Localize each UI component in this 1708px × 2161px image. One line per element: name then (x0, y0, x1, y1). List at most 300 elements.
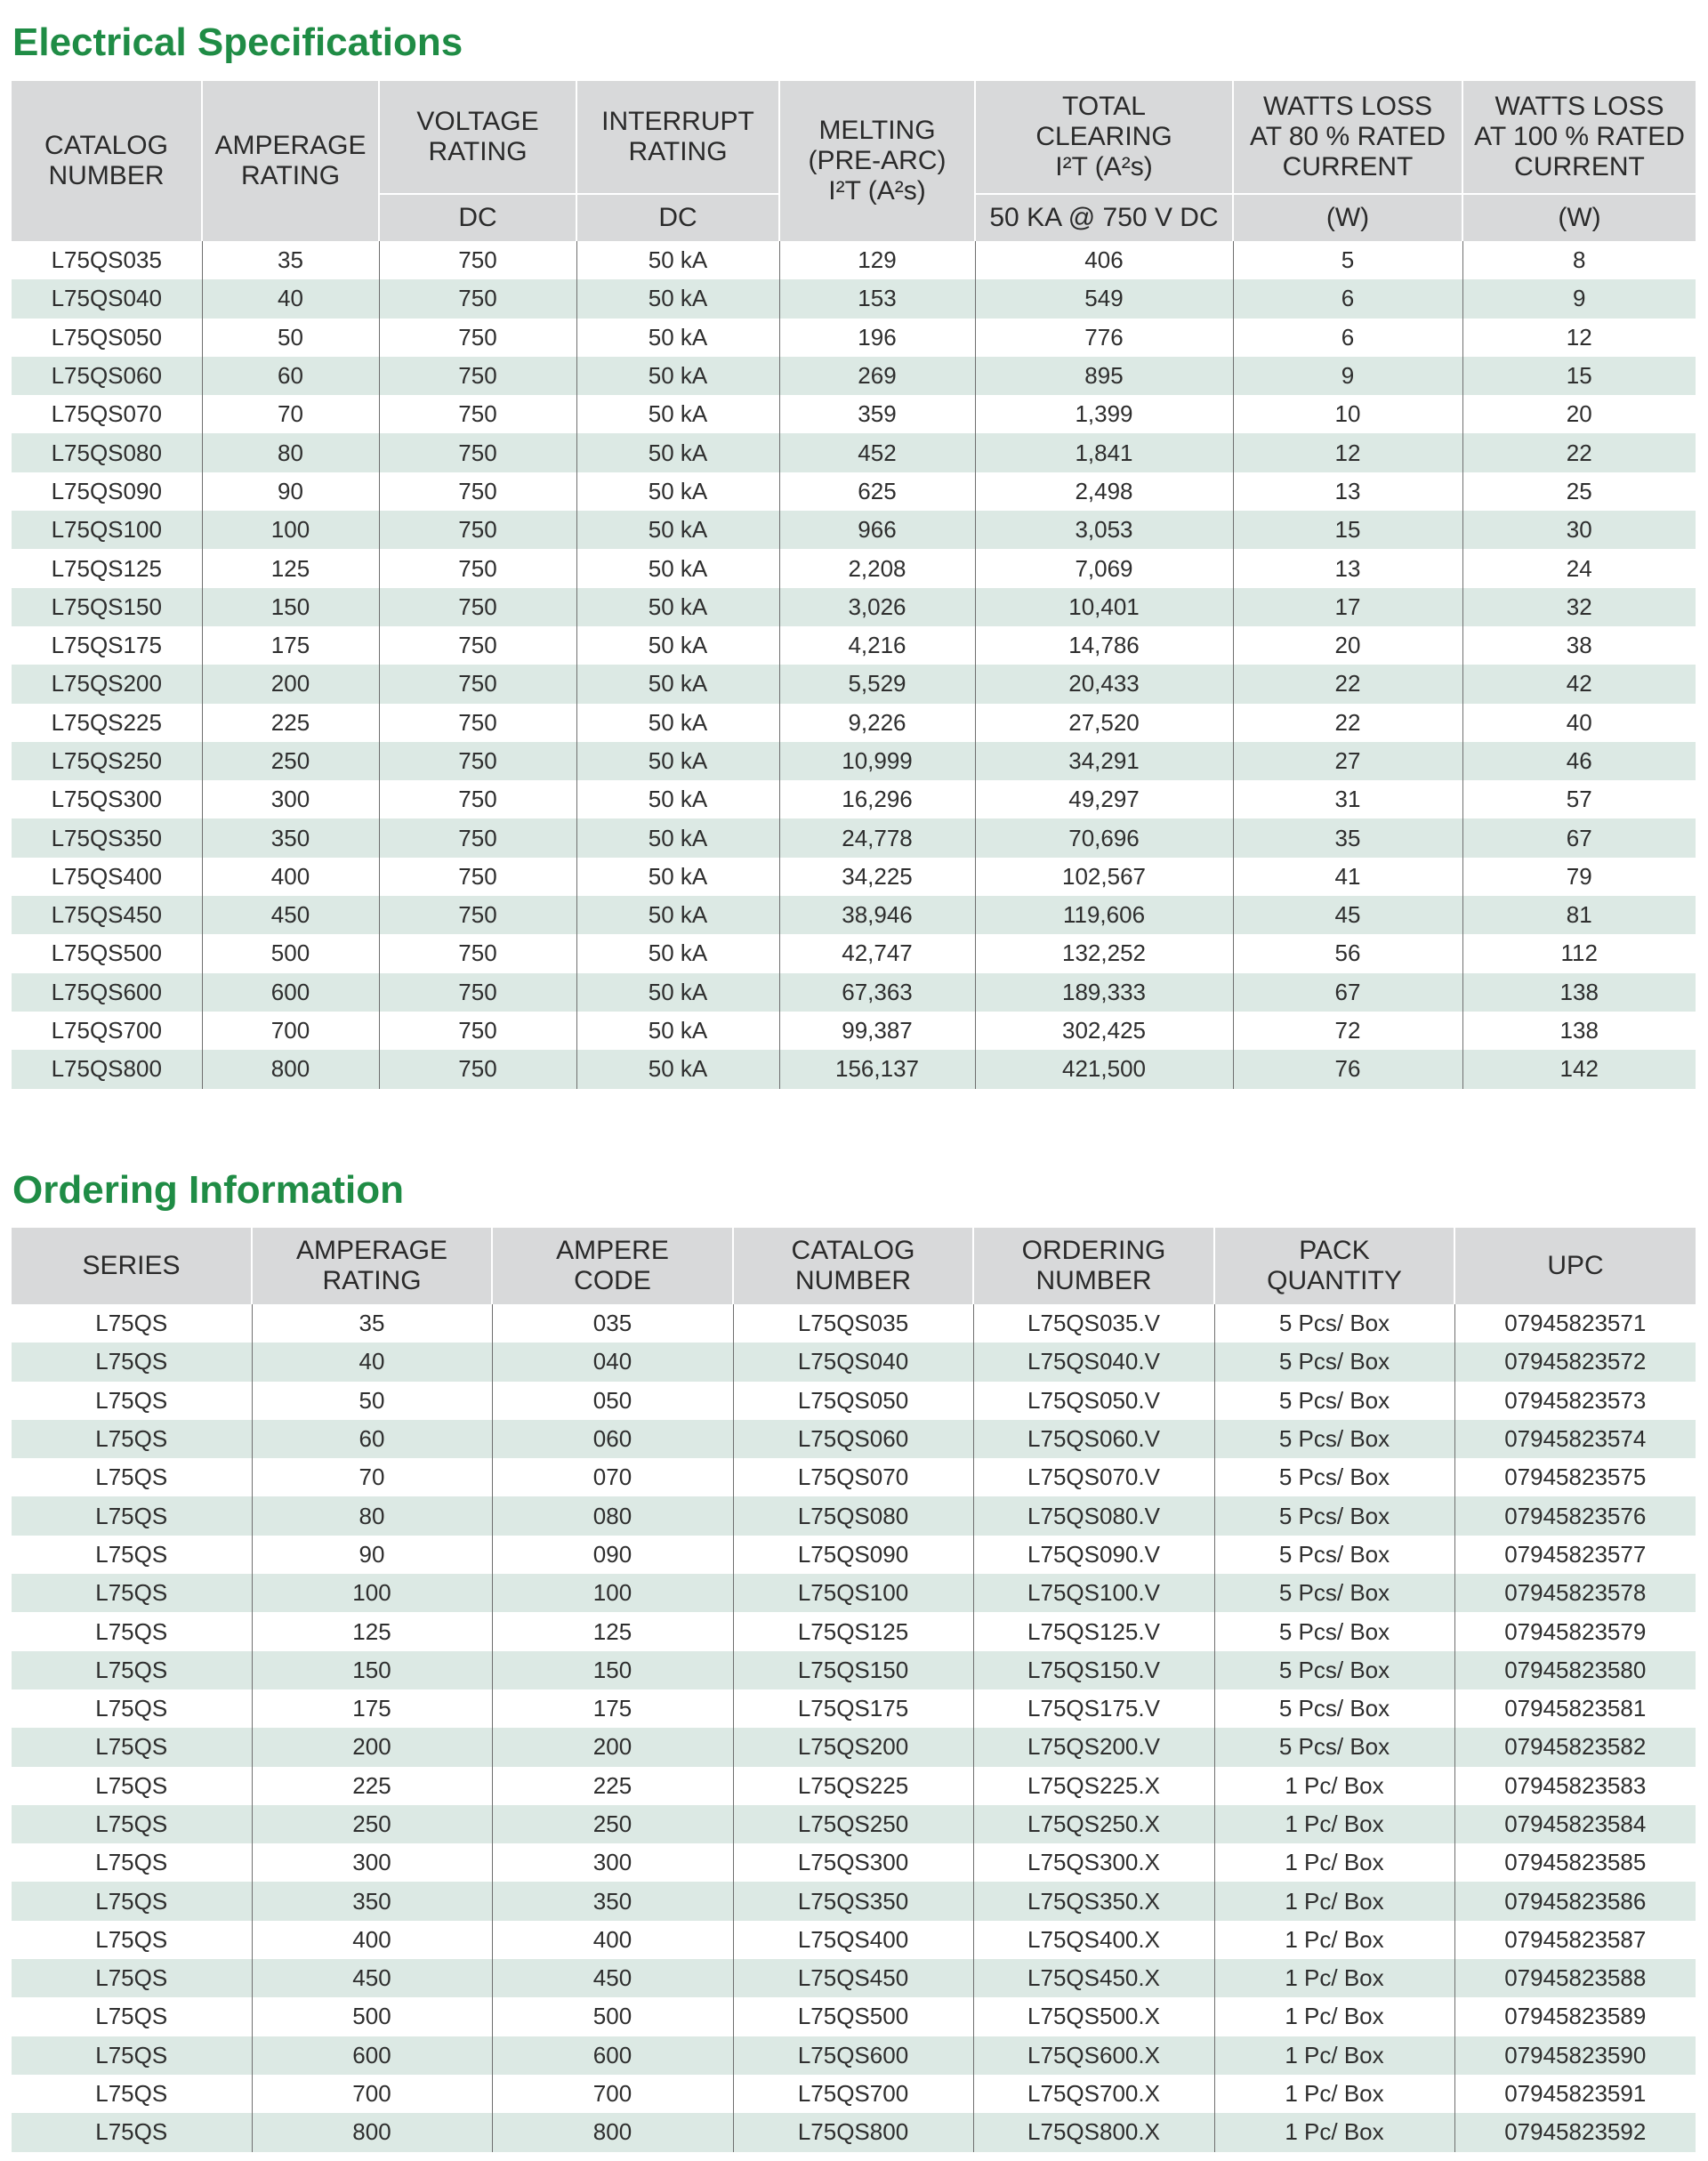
ordering-number-cell: L75QS080.V (973, 1496, 1214, 1535)
interrupt-rating-cell: 50 kA (576, 818, 779, 857)
table-row (12, 472, 1696, 511)
ordering-number-cell: L75QS175.V (973, 1689, 1214, 1728)
watts-loss-100-cell: 79 (1462, 858, 1696, 896)
amperage-rating-cell: 70 (252, 1458, 492, 1496)
amperage-rating-cell: 350 (252, 1882, 492, 1920)
table-row (12, 1458, 1696, 1496)
pack-quantity-cell: 5 Pcs/ Box (1214, 1458, 1454, 1496)
voltage-rating-cell: 750 (379, 433, 576, 472)
amperage-rating-cell: 125 (252, 1612, 492, 1650)
melting-i2t-cell: 452 (779, 433, 975, 472)
upc-cell: 07945823579 (1454, 1612, 1696, 1650)
table-row (12, 704, 1696, 742)
melting-i2t-cell: 153 (779, 279, 975, 318)
ordering-number-cell: L75QS450.X (973, 1959, 1214, 1997)
watts-loss-80-cell: 15 (1233, 511, 1462, 549)
interrupt-rating-cell: 50 kA (576, 665, 779, 703)
header-melting-i2t: MELTING (PRE-ARC) I²T (A²s) (779, 81, 975, 241)
amperage-rating-cell: 600 (252, 2036, 492, 2075)
table-row (12, 1959, 1696, 1997)
voltage-rating-cell: 750 (379, 319, 576, 357)
catalog-number-cell: L75QS225 (12, 704, 202, 742)
pack-quantity-cell: 5 Pcs/ Box (1214, 1612, 1454, 1650)
watts-loss-80-cell: 35 (1233, 818, 1462, 857)
catalog-number-cell: L75QS300 (12, 780, 202, 818)
interrupt-rating-cell: 50 kA (576, 588, 779, 626)
ordering-information-body (12, 1304, 1696, 2152)
upc-cell: 07945823576 (1454, 1496, 1696, 1535)
watts-loss-80-cell: 22 (1233, 665, 1462, 703)
table-row (12, 549, 1696, 587)
watts-loss-80-cell: 17 (1233, 588, 1462, 626)
total-clearing-i2t-cell: 102,567 (975, 858, 1233, 896)
upc-cell: 07945823584 (1454, 1805, 1696, 1843)
upc-cell: 07945823582 (1454, 1728, 1696, 1766)
upc-cell: 07945823574 (1454, 1420, 1696, 1458)
ordering-number-cell: L75QS500.X (973, 1997, 1214, 2036)
upc-cell: 07945823589 (1454, 1997, 1696, 2036)
voltage-rating-cell: 750 (379, 395, 576, 433)
watts-loss-100-cell: 142 (1462, 1050, 1696, 1088)
table-row (12, 1997, 1696, 2036)
catalog-number-cell: L75QS125 (12, 549, 202, 587)
table-row (12, 1843, 1696, 1882)
ampere-code-cell: 225 (492, 1767, 733, 1805)
header-amperage-rating: AMPERAGE RATING (202, 81, 379, 241)
watts-loss-100-cell: 112 (1462, 934, 1696, 972)
ordering-number-cell: L75QS150.V (973, 1651, 1214, 1689)
table-row (12, 588, 1696, 626)
header-pack-quantity: PACK QUANTITY (1214, 1228, 1454, 1304)
table-row (12, 1382, 1696, 1420)
catalog-number-cell: L75QS060 (733, 1420, 973, 1458)
ampere-code-cell: 100 (492, 1574, 733, 1612)
ampere-code-cell: 035 (492, 1304, 733, 1343)
table-row (12, 1012, 1696, 1050)
melting-i2t-cell: 16,296 (779, 780, 975, 818)
ampere-code-cell: 500 (492, 1997, 733, 2036)
voltage-rating-cell: 750 (379, 818, 576, 857)
melting-i2t-cell: 38,946 (779, 896, 975, 934)
voltage-rating-cell: 750 (379, 1012, 576, 1050)
table-row (12, 1496, 1696, 1535)
header-watts-loss-100: WATTS LOSS AT 100 % RATED CURRENT (1462, 81, 1696, 194)
catalog-number-cell: L75QS150 (12, 588, 202, 626)
total-clearing-i2t-cell: 119,606 (975, 896, 1233, 934)
ordering-number-cell: L75QS050.V (973, 1382, 1214, 1420)
catalog-number-cell: L75QS250 (733, 1805, 973, 1843)
ampere-code-cell: 800 (492, 2113, 733, 2151)
voltage-rating-cell: 750 (379, 780, 576, 818)
interrupt-rating-cell: 50 kA (576, 896, 779, 934)
amperage-rating-cell: 35 (252, 1304, 492, 1343)
voltage-rating-cell: 750 (379, 511, 576, 549)
watts-loss-100-cell: 15 (1462, 357, 1696, 395)
melting-i2t-cell: 4,216 (779, 626, 975, 665)
watts-loss-100-cell: 24 (1462, 549, 1696, 587)
interrupt-rating-cell: 50 kA (576, 472, 779, 511)
melting-i2t-cell: 156,137 (779, 1050, 975, 1088)
series-cell: L75QS (12, 1304, 252, 1343)
amperage-rating-cell: 450 (202, 896, 379, 934)
catalog-number-cell: L75QS700 (12, 1012, 202, 1050)
amperage-rating-cell: 700 (252, 2075, 492, 2113)
upc-cell: 07945823590 (1454, 2036, 1696, 2075)
table-row (12, 433, 1696, 472)
amperage-rating-cell: 50 (202, 319, 379, 357)
watts-loss-100-cell: 38 (1462, 626, 1696, 665)
ordering-number-cell: L75QS700.X (973, 2075, 1214, 2113)
catalog-number-cell: L75QS350 (12, 818, 202, 857)
subheader-watts-80-unit: (W) (1233, 194, 1462, 241)
voltage-rating-cell: 750 (379, 896, 576, 934)
amperage-rating-cell: 350 (202, 818, 379, 857)
ampere-code-cell: 090 (492, 1536, 733, 1574)
amperage-rating-cell: 60 (252, 1420, 492, 1458)
catalog-number-cell: L75QS200 (733, 1728, 973, 1766)
table-row (12, 626, 1696, 665)
ordering-number-cell: L75QS200.V (973, 1728, 1214, 1766)
interrupt-rating-cell: 50 kA (576, 279, 779, 318)
pack-quantity-cell: 5 Pcs/ Box (1214, 1382, 1454, 1420)
interrupt-rating-cell: 50 kA (576, 433, 779, 472)
amperage-rating-cell: 800 (252, 2113, 492, 2151)
amperage-rating-cell: 400 (252, 1921, 492, 1959)
voltage-rating-cell: 750 (379, 665, 576, 703)
watts-loss-80-cell: 22 (1233, 704, 1462, 742)
catalog-number-cell: L75QS040 (12, 279, 202, 318)
ampere-code-cell: 700 (492, 2075, 733, 2113)
interrupt-rating-cell: 50 kA (576, 626, 779, 665)
catalog-number-cell: L75QS250 (12, 742, 202, 780)
watts-loss-100-cell: 46 (1462, 742, 1696, 780)
header-ampere-code: AMPERE CODE (492, 1228, 733, 1304)
table-row (12, 973, 1696, 1012)
table-row (12, 1805, 1696, 1843)
watts-loss-80-cell: 6 (1233, 319, 1462, 357)
series-cell: L75QS (12, 1959, 252, 1997)
total-clearing-i2t-cell: 27,520 (975, 704, 1233, 742)
voltage-rating-cell: 750 (379, 973, 576, 1012)
catalog-number-cell: L75QS150 (733, 1651, 973, 1689)
pack-quantity-cell: 5 Pcs/ Box (1214, 1343, 1454, 1381)
upc-cell: 07945823577 (1454, 1536, 1696, 1574)
table-row (12, 1574, 1696, 1612)
interrupt-rating-cell: 50 kA (576, 934, 779, 972)
interrupt-rating-cell: 50 kA (576, 319, 779, 357)
catalog-number-cell: L75QS300 (733, 1843, 973, 1882)
catalog-number-cell: L75QS450 (733, 1959, 973, 1997)
watts-loss-80-cell: 56 (1233, 934, 1462, 972)
melting-i2t-cell: 269 (779, 357, 975, 395)
amperage-rating-cell: 175 (202, 626, 379, 665)
upc-cell: 07945823571 (1454, 1304, 1696, 1343)
header-interrupt-rating: INTERRUPT RATING (576, 81, 779, 194)
watts-loss-100-cell: 42 (1462, 665, 1696, 703)
table-row (12, 2036, 1696, 2075)
melting-i2t-cell: 24,778 (779, 818, 975, 857)
catalog-number-cell: L75QS600 (733, 2036, 973, 2075)
catalog-number-cell: L75QS050 (733, 1382, 973, 1420)
watts-loss-100-cell: 32 (1462, 588, 1696, 626)
table-row (12, 1728, 1696, 1766)
melting-i2t-cell: 5,529 (779, 665, 975, 703)
melting-i2t-cell: 10,999 (779, 742, 975, 780)
pack-quantity-cell: 5 Pcs/ Box (1214, 1651, 1454, 1689)
amperage-rating-cell: 100 (252, 1574, 492, 1612)
upc-cell: 07945823573 (1454, 1382, 1696, 1420)
series-cell: L75QS (12, 1882, 252, 1920)
melting-i2t-cell: 3,026 (779, 588, 975, 626)
subheader-watts-100-unit: (W) (1462, 194, 1696, 241)
amperage-rating-cell: 90 (202, 472, 379, 511)
series-cell: L75QS (12, 1343, 252, 1381)
upc-cell: 07945823586 (1454, 1882, 1696, 1920)
ampere-code-cell: 600 (492, 2036, 733, 2075)
ampere-code-cell: 125 (492, 1612, 733, 1650)
catalog-number-cell: L75QS090 (12, 472, 202, 511)
series-cell: L75QS (12, 1382, 252, 1420)
watts-loss-100-cell: 20 (1462, 395, 1696, 433)
header-ordering-number: ORDERING NUMBER (973, 1228, 1214, 1304)
header-catalog-number: CATALOG NUMBER (12, 81, 202, 241)
upc-cell: 07945823581 (1454, 1689, 1696, 1728)
ampere-code-cell: 150 (492, 1651, 733, 1689)
pack-quantity-cell: 1 Pc/ Box (1214, 1882, 1454, 1920)
ordering-number-cell: L75QS040.V (973, 1343, 1214, 1381)
voltage-rating-cell: 750 (379, 858, 576, 896)
upc-cell: 07945823588 (1454, 1959, 1696, 1997)
catalog-number-cell: L75QS035 (12, 241, 202, 279)
ordering-number-cell: L75QS600.X (973, 2036, 1214, 2075)
melting-i2t-cell: 2,208 (779, 549, 975, 587)
series-cell: L75QS (12, 1921, 252, 1959)
amperage-rating-cell: 500 (202, 934, 379, 972)
catalog-number-cell: L75QS800 (733, 2113, 973, 2151)
catalog-number-cell: L75QS070 (12, 395, 202, 433)
watts-loss-100-cell: 67 (1462, 818, 1696, 857)
ordering-information-table (12, 1228, 1696, 2152)
melting-i2t-cell: 9,226 (779, 704, 975, 742)
table-row (12, 665, 1696, 703)
table-row (12, 1612, 1696, 1650)
amperage-rating-cell: 200 (202, 665, 379, 703)
table-row (12, 1050, 1696, 1088)
ordering-number-cell: L75QS060.V (973, 1420, 1214, 1458)
melting-i2t-cell: 67,363 (779, 973, 975, 1012)
ampere-code-cell: 070 (492, 1458, 733, 1496)
catalog-number-cell: L75QS450 (12, 896, 202, 934)
catalog-number-cell: L75QS700 (733, 2075, 973, 2113)
catalog-number-cell: L75QS500 (12, 934, 202, 972)
pack-quantity-cell: 1 Pc/ Box (1214, 1959, 1454, 1997)
series-cell: L75QS (12, 1651, 252, 1689)
catalog-number-cell: L75QS350 (733, 1882, 973, 1920)
amperage-rating-cell: 90 (252, 1536, 492, 1574)
pack-quantity-cell: 1 Pc/ Box (1214, 1921, 1454, 1959)
ordering-number-cell: L75QS070.V (973, 1458, 1214, 1496)
watts-loss-100-cell: 138 (1462, 973, 1696, 1012)
watts-loss-80-cell: 41 (1233, 858, 1462, 896)
header-total-clearing-i2t: TOTAL CLEARING I²T (A²s) (975, 81, 1233, 194)
ordering-number-cell: L75QS125.V (973, 1612, 1214, 1650)
amperage-rating-cell: 50 (252, 1382, 492, 1420)
ordering-number-cell: L75QS250.X (973, 1805, 1214, 1843)
amperage-rating-cell: 250 (252, 1805, 492, 1843)
amperage-rating-cell: 100 (202, 511, 379, 549)
total-clearing-i2t-cell: 302,425 (975, 1012, 1233, 1050)
series-cell: L75QS (12, 1767, 252, 1805)
ampere-code-cell: 200 (492, 1728, 733, 1766)
ampere-code-cell: 400 (492, 1921, 733, 1959)
header-watts-loss-80: WATTS LOSS AT 80 % RATED CURRENT (1233, 81, 1462, 194)
watts-loss-80-cell: 12 (1233, 433, 1462, 472)
subheader-total-clearing-condition: 50 KA @ 750 V DC (975, 194, 1233, 241)
amperage-rating-cell: 40 (202, 279, 379, 318)
ordering-number-cell: L75QS090.V (973, 1536, 1214, 1574)
table-row (12, 1689, 1696, 1728)
amperage-rating-cell: 150 (252, 1651, 492, 1689)
total-clearing-i2t-cell: 549 (975, 279, 1233, 318)
catalog-number-cell: L75QS100 (733, 1574, 973, 1612)
table-row (12, 818, 1696, 857)
table-row (12, 896, 1696, 934)
series-cell: L75QS (12, 1805, 252, 1843)
interrupt-rating-cell: 50 kA (576, 973, 779, 1012)
series-cell: L75QS (12, 1420, 252, 1458)
total-clearing-i2t-cell: 1,841 (975, 433, 1233, 472)
pack-quantity-cell: 5 Pcs/ Box (1214, 1304, 1454, 1343)
catalog-number-cell: L75QS060 (12, 357, 202, 395)
pack-quantity-cell: 1 Pc/ Box (1214, 1843, 1454, 1882)
total-clearing-i2t-cell: 406 (975, 241, 1233, 279)
ampere-code-cell: 080 (492, 1496, 733, 1535)
amperage-rating-cell: 250 (202, 742, 379, 780)
amperage-rating-cell: 35 (202, 241, 379, 279)
voltage-rating-cell: 750 (379, 472, 576, 511)
voltage-rating-cell: 750 (379, 704, 576, 742)
subheader-interrupt-dc: DC (576, 194, 779, 241)
ordering-number-cell: L75QS035.V (973, 1304, 1214, 1343)
melting-i2t-cell: 625 (779, 472, 975, 511)
interrupt-rating-cell: 50 kA (576, 704, 779, 742)
ordering-number-cell: L75QS300.X (973, 1843, 1214, 1882)
upc-cell: 07945823580 (1454, 1651, 1696, 1689)
amperage-rating-cell: 500 (252, 1997, 492, 2036)
watts-loss-80-cell: 20 (1233, 626, 1462, 665)
watts-loss-100-cell: 138 (1462, 1012, 1696, 1050)
watts-loss-80-cell: 9 (1233, 357, 1462, 395)
amperage-rating-cell: 125 (202, 549, 379, 587)
ordering-number-cell: L75QS350.X (973, 1882, 1214, 1920)
total-clearing-i2t-cell: 49,297 (975, 780, 1233, 818)
ampere-code-cell: 350 (492, 1882, 733, 1920)
upc-cell: 07945823592 (1454, 2113, 1696, 2151)
pack-quantity-cell: 1 Pc/ Box (1214, 1767, 1454, 1805)
ampere-code-cell: 040 (492, 1343, 733, 1381)
header-catalog-number: CATALOG NUMBER (733, 1228, 973, 1304)
pack-quantity-cell: 1 Pc/ Box (1214, 2075, 1454, 2113)
table-row (12, 319, 1696, 357)
total-clearing-i2t-cell: 189,333 (975, 973, 1233, 1012)
table-row (12, 2113, 1696, 2151)
voltage-rating-cell: 750 (379, 934, 576, 972)
upc-cell: 07945823585 (1454, 1843, 1696, 1882)
amperage-rating-cell: 40 (252, 1343, 492, 1381)
pack-quantity-cell: 1 Pc/ Box (1214, 2036, 1454, 2075)
catalog-number-cell: L75QS100 (12, 511, 202, 549)
watts-loss-100-cell: 30 (1462, 511, 1696, 549)
series-cell: L75QS (12, 1458, 252, 1496)
interrupt-rating-cell: 50 kA (576, 780, 779, 818)
ordering-number-cell: L75QS800.X (973, 2113, 1214, 2151)
watts-loss-80-cell: 31 (1233, 780, 1462, 818)
interrupt-rating-cell: 50 kA (576, 1012, 779, 1050)
total-clearing-i2t-cell: 895 (975, 357, 1233, 395)
amperage-rating-cell: 200 (252, 1728, 492, 1766)
watts-loss-80-cell: 10 (1233, 395, 1462, 433)
table-row (12, 279, 1696, 318)
watts-loss-100-cell: 22 (1462, 433, 1696, 472)
subheader-voltage-dc: DC (379, 194, 576, 241)
total-clearing-i2t-cell: 421,500 (975, 1050, 1233, 1088)
ampere-code-cell: 050 (492, 1382, 733, 1420)
amperage-rating-cell: 400 (202, 858, 379, 896)
voltage-rating-cell: 750 (379, 279, 576, 318)
table-row (12, 1767, 1696, 1805)
catalog-number-cell: L75QS175 (12, 626, 202, 665)
table-row (12, 1304, 1696, 1343)
total-clearing-i2t-cell: 10,401 (975, 588, 1233, 626)
watts-loss-100-cell: 57 (1462, 780, 1696, 818)
watts-loss-80-cell: 67 (1233, 973, 1462, 1012)
total-clearing-i2t-cell: 70,696 (975, 818, 1233, 857)
ampere-code-cell: 450 (492, 1959, 733, 1997)
voltage-rating-cell: 750 (379, 549, 576, 587)
total-clearing-i2t-cell: 1,399 (975, 395, 1233, 433)
header-upc: UPC (1454, 1228, 1696, 1304)
upc-cell: 07945823575 (1454, 1458, 1696, 1496)
series-cell: L75QS (12, 2075, 252, 2113)
pack-quantity-cell: 5 Pcs/ Box (1214, 1689, 1454, 1728)
ordering-number-cell: L75QS225.X (973, 1767, 1214, 1805)
amperage-rating-cell: 70 (202, 395, 379, 433)
header-voltage-rating: VOLTAGE RATING (379, 81, 576, 194)
watts-loss-100-cell: 25 (1462, 472, 1696, 511)
watts-loss-80-cell: 72 (1233, 1012, 1462, 1050)
amperage-rating-cell: 600 (202, 973, 379, 1012)
total-clearing-i2t-cell: 776 (975, 319, 1233, 357)
ampere-code-cell: 060 (492, 1420, 733, 1458)
catalog-number-cell: L75QS400 (733, 1921, 973, 1959)
watts-loss-100-cell: 8 (1462, 241, 1696, 279)
catalog-number-cell: L75QS070 (733, 1458, 973, 1496)
catalog-number-cell: L75QS225 (733, 1767, 973, 1805)
pack-quantity-cell: 5 Pcs/ Box (1214, 1496, 1454, 1535)
upc-cell: 07945823591 (1454, 2075, 1696, 2113)
melting-i2t-cell: 359 (779, 395, 975, 433)
series-cell: L75QS (12, 1612, 252, 1650)
amperage-rating-cell: 225 (202, 704, 379, 742)
amperage-rating-cell: 80 (202, 433, 379, 472)
interrupt-rating-cell: 50 kA (576, 511, 779, 549)
catalog-number-cell: L75QS035 (733, 1304, 973, 1343)
table-row (12, 241, 1696, 279)
melting-i2t-cell: 966 (779, 511, 975, 549)
interrupt-rating-cell: 50 kA (576, 241, 779, 279)
series-cell: L75QS (12, 1496, 252, 1535)
series-cell: L75QS (12, 1689, 252, 1728)
